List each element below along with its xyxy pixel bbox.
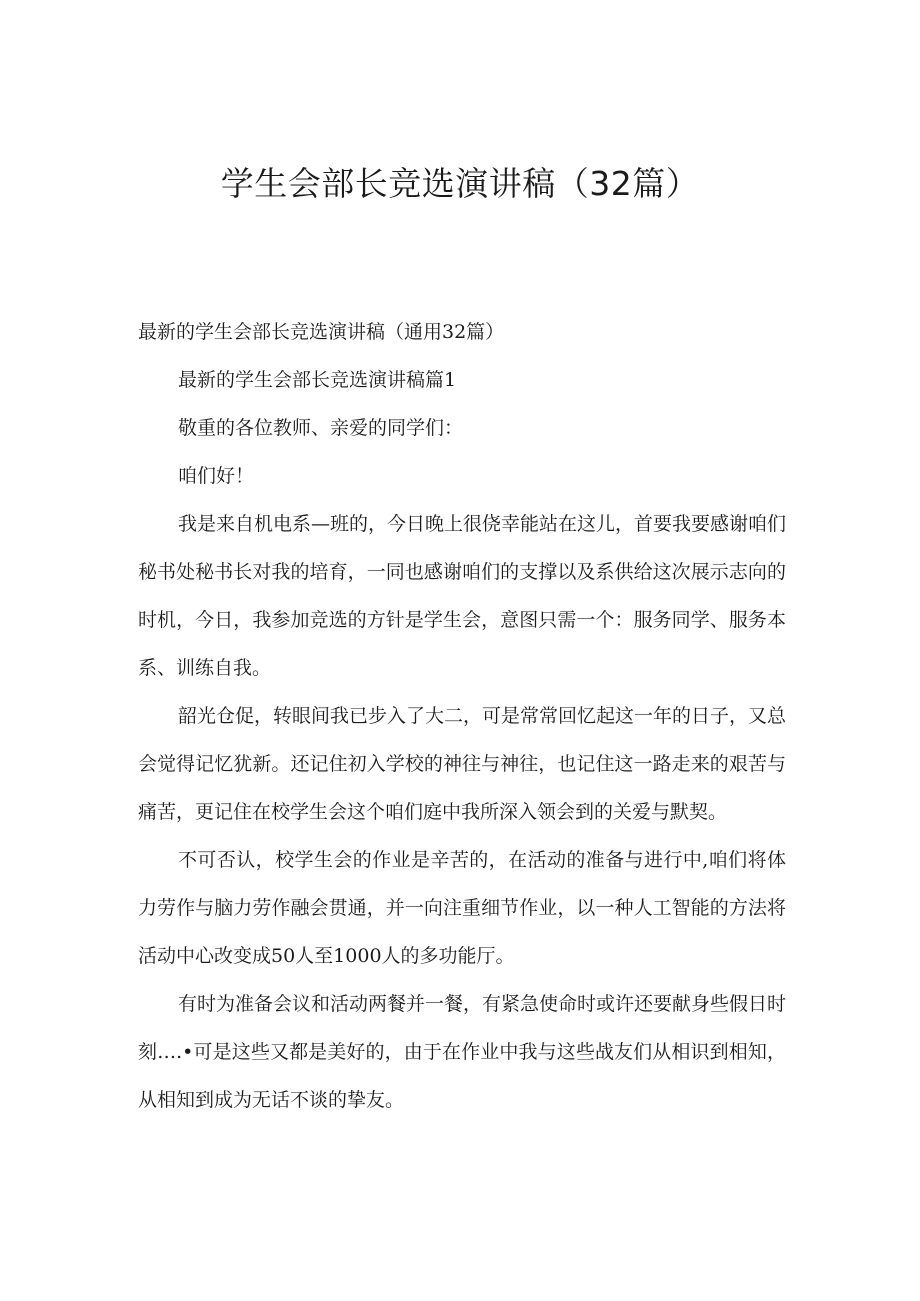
- greeting: 咱们好！: [178, 465, 255, 487]
- paragraph: 不可否认，校学生会的作业是辛苦的，在活动的准备与进行中,咱们将体力劳作与脑力劳作融会贯通，并一向注重细节作业，以一种人工智能的方法将活动中心改变成50人至1000人的多功能厅。: [138, 849, 786, 967]
- salutation: 敬重的各位教师、亲爱的同学们：: [178, 417, 464, 439]
- paragraph: 韶光仓促，转眼间我已步入了大二，可是常常回忆起这一年的日子，又总会觉得记忆犹新。还记住初入学校的神往与神往，也记住这一路走来的艰苦与痛苦，更记住在校学生会这个咱们庭中我所深入领会到的关爱与默契。: [138, 705, 787, 823]
- document-body: [138, 308, 786, 1124]
- document-title: 学生会部长竞选演讲稿（32篇）: [220, 164, 700, 203]
- document-subtitle: 最新的学生会部长竞选演讲稿（通用32篇）: [138, 321, 505, 343]
- paragraph: 我是来自机电系—班的，今日晚上很侥幸能站在这儿，首要我要感谢咱们秘书处秘书长对我的培育，一同也感谢咱们的支撑以及系供给这次展示志向的时机，今日，我参加竞选的方针是学生会，意图只需一个：服务同学、服务本系、训练自我。: [138, 513, 787, 679]
- paragraph: 有时为准备会议和活动两餐并一餐，有紧急使命时或许还要献身些假日时刻….•可是这些又都是美好的，由于在作业中我与这些战友们从相识到相知，从相知到成为无话不谈的挚友。: [138, 993, 787, 1111]
- section-heading: 最新的学生会部长竞选演讲稿篇1: [178, 369, 457, 391]
